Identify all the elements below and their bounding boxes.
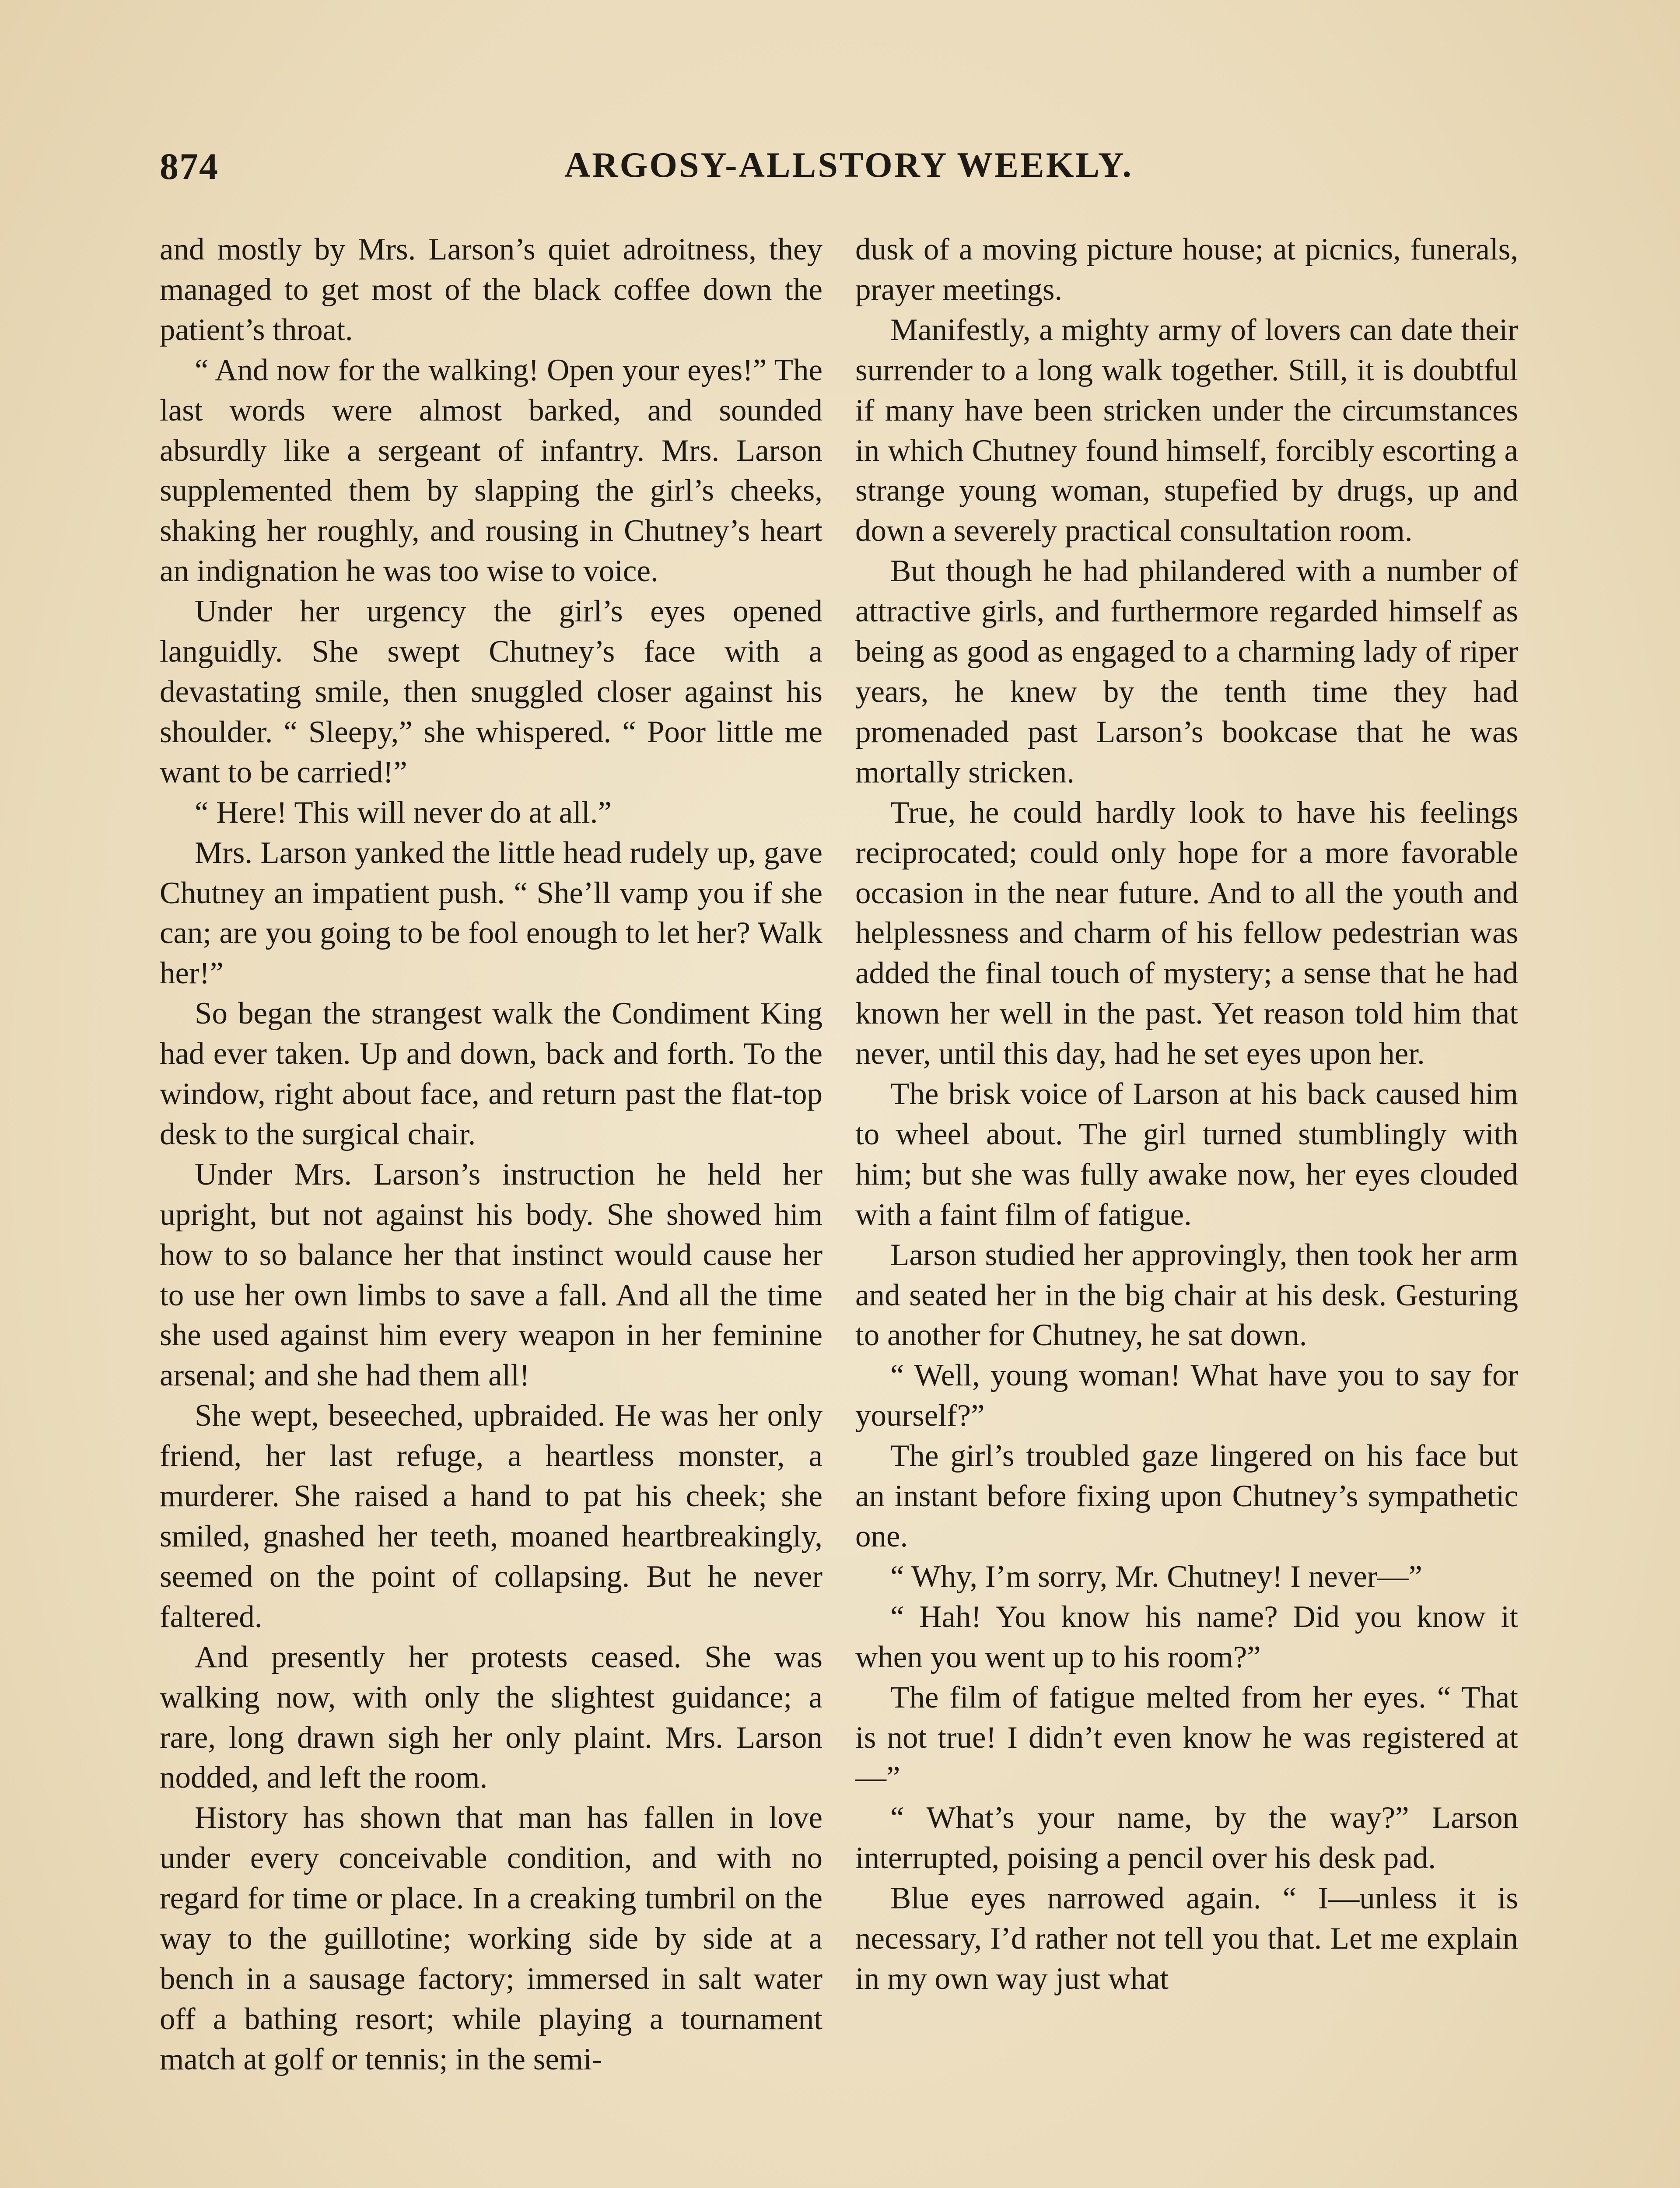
paragraph: History has shown that man has fallen in love under every conceivable condition, and with no regard for time or place. In a creaking tumbril on the way to the guillotine; working side by side at a bench in a sausage factory; immersed in salt water off a bathing resort; while playing a tournament match at golf or tennis; in the semi- bbox=[160, 1801, 822, 2076]
paragraph: But though he had philandered with a number of attractive girls, and furthermore regarded himself as being as good as engaged to a charming lady of riper years, he knew by the tenth time they had promenaded past Larson’s bookcase that he was mortally stricken. bbox=[855, 554, 1518, 789]
paragraph: “ And now for the walking! Open your eyes!” The last words were almost barked, and sounded absurdly like a sergeant of infantry. Mrs. Larson supplemented them by slapping the girl’s cheeks, shaking her roughly, and rousing in Chutney’s heart an indignation he was too wise to voice. bbox=[160, 353, 822, 589]
paragraph: Under Mrs. Larson’s instruction he held her upright, but not against his body. She showed him how to so balance her that instinct would cause her to use her own limbs to save a fall. And all the time she used against him every weapon in her feminine arsenal; and she had them all! bbox=[160, 1157, 822, 1393]
paragraph: Manifestly, a mighty army of lovers can date their surrender to a long walk together. Still, it is doubtful if many have been stricken under the circumstances in which Chutney found himself, forcibly escorting a strange young woman, stupefied by drugs, up and down a severely practical consultation room. bbox=[855, 312, 1518, 548]
paragraph: Under her urgency the girl’s eyes opened languidly. She swept Chutney’s face with a devastating smile, then snuggled closer against his shoulder. “ Sleepy,” she whispered. “ Poor little me want to be carried!” bbox=[160, 594, 822, 789]
page-number: 874 bbox=[160, 145, 219, 187]
paragraph: True, he could hardly look to have his feelings reciprocated; could only hope for a more favorable occasion in the near future. And to all the youth and helplessness and charm of his fellow pedestrian was added the final touch of mystery; a sense that he had known her well in the past. Yet reason told him that never, until this day, had he set eyes upon her. bbox=[855, 795, 1518, 1071]
paragraph: So began the strangest walk the Condiment King had ever taken. Up and down, back and forth. To the window, right about face, and return past the flat-top desk to the surgical chair. bbox=[160, 996, 822, 1151]
page-header bbox=[160, 144, 1520, 197]
paragraph: “ Why, I’m sorry, Mr. Chutney! I never—” bbox=[890, 1559, 1422, 1594]
paragraph: The brisk voice of Larson at his back caused him to wheel about. The girl turned stumblingly with him; but she was fully awake now, her eyes clouded with a faint film of fatigue. bbox=[855, 1077, 1518, 1232]
paragraph: “ What’s your name, by the way?” Larson interrupted, poising a pencil over his desk pad. bbox=[855, 1801, 1518, 1876]
paragraph: Larson studied her approvingly, then took her arm and seated her in the big chair at his desk. Gesturing to another for Chutney, he sat down. bbox=[855, 1238, 1518, 1353]
paragraph: “ Hah! You know his name? Did you know it when you went up to his room?” bbox=[855, 1599, 1518, 1674]
paragraph: “ Well, young woman! What have you to say for yourself?” bbox=[855, 1358, 1518, 1433]
paragraph: And presently her protests ceased. She was walking now, with only the slightest guidance; a rare, long drawn sigh her only plaint. Mrs. Larson nodded, and left the room. bbox=[160, 1640, 822, 1795]
paragraph: dusk of a moving picture house; at picnics, funerals, prayer meetings. bbox=[855, 232, 1518, 307]
paragraph: She wept, beseeched, upbraided. He was her only friend, her last refuge, a heartless monster, a murderer. She raised a hand to pat his cheek; she smiled, gnashed her teeth, moaned heartbreakingly, seemed on the point of collapsing. But he never faltered. bbox=[160, 1399, 822, 1634]
paragraph: Mrs. Larson yanked the little head rudely up, gave Chutney an impatient push. “ She’ll vamp you if she can; are you going to be fool enough to let her? Walk her!” bbox=[160, 835, 822, 991]
paragraph: The film of fatigue melted from her eyes. “ That is not true! I didn’t even know he was registered at—” bbox=[855, 1680, 1518, 1795]
paragraph: “ Here! This will never do at all.” bbox=[195, 795, 612, 830]
paragraph: The girl’s troubled gaze lingered on his face but an instant before fixing upon Chutney’s sympathetic one. bbox=[855, 1439, 1518, 1553]
running-title: ARGOSY-ALLSTORY WEEKLY. bbox=[564, 145, 1133, 185]
paragraph: and mostly by Mrs. Larson’s quiet adroitness, they managed to get most of the black coffee down the patient’s throat. bbox=[160, 232, 822, 347]
left-column bbox=[160, 230, 822, 2080]
right-column bbox=[855, 230, 1518, 1999]
paragraph: Blue eyes narrowed again. “ I—unless it is necessary, I’d rather not tell you that. Let me explain in my own way just what bbox=[855, 1881, 1518, 1996]
